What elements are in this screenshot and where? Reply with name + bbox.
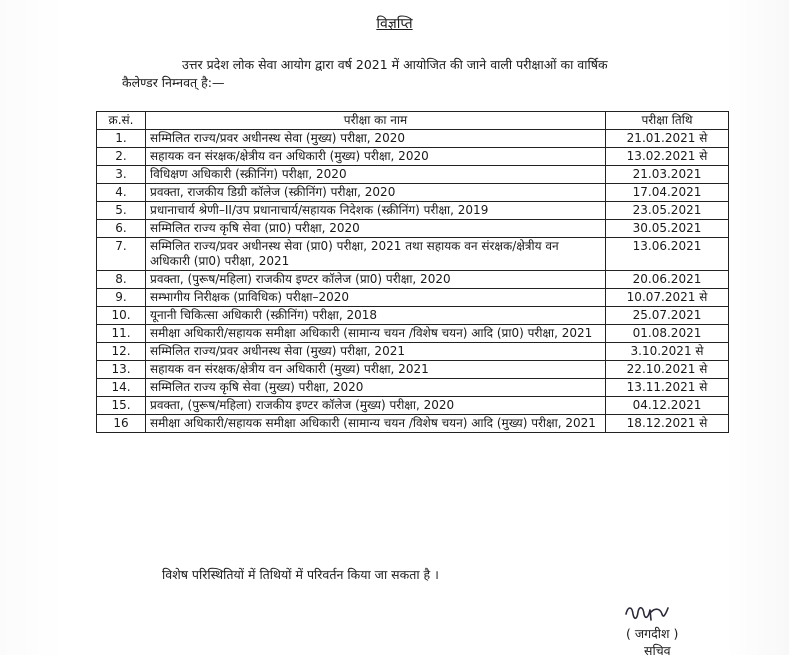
row-exam-date: 13.02.2021 से: [606, 148, 729, 166]
header-exam-date: परीक्षा तिथि: [606, 112, 729, 130]
row-serial: 7.: [97, 238, 146, 271]
row-serial: 12.: [97, 343, 146, 361]
document-title-text: विज्ञप्ति: [376, 16, 413, 32]
row-exam-name: सहायक वन संरक्षक/क्षेत्रीय वन अधिकारी (मुख्य) परीक्षा, 2021: [146, 361, 606, 379]
row-exam-date: 04.12.2021: [606, 397, 729, 415]
intro-line-2: कैलेण्डर निम्नवत् है:—: [122, 75, 225, 90]
row-exam-date: 13.11.2021 से: [606, 379, 729, 397]
table-row: [97, 220, 729, 238]
intro-line-1: उत्तर प्रदेश लोक सेवा आयोग द्वारा वर्ष 2021 में आयोजित की जाने वाली परीक्षाओं का वार्षिक: [182, 57, 608, 72]
row-serial: 9.: [97, 289, 146, 307]
row-serial: 13.: [97, 361, 146, 379]
row-exam-date: 21.01.2021 से: [606, 130, 729, 148]
row-exam-date: 20.06.2021: [606, 271, 729, 289]
intro-paragraph: [122, 56, 712, 92]
table-row: [97, 379, 729, 397]
row-exam-date: 25.07.2021: [606, 307, 729, 325]
row-exam-name: सहायक वन संरक्षक/क्षेत्रीय वन अधिकारी (मुख्य) परीक्षा, 2020: [146, 148, 606, 166]
row-exam-name: प्रधानाचार्य श्रेणी–II/उप प्रधानाचार्य/सहायक निदेशक (स्क्रीनिंग) परीक्षा, 2019: [146, 202, 606, 220]
row-exam-date: 21.03.2021: [606, 166, 729, 184]
table-row: [97, 166, 729, 184]
table-row: [97, 271, 729, 289]
row-exam-date: 30.05.2021: [606, 220, 729, 238]
table-row: [97, 238, 729, 271]
row-serial: 15.: [97, 397, 146, 415]
footnote: विशेष परिस्थितियों में तिथियों में परिवर्तन किया जा सकता है ।: [162, 567, 439, 582]
row-exam-name: समीक्षा अधिकारी/सहायक समीक्षा अधिकारी (सामान्य चयन /विशेष चयन) आदि (मुख्य) परीक्षा, 2021: [146, 415, 606, 433]
row-exam-name: सम्मिलित राज्य/प्रवर अधीनस्थ सेवा (मुख्य) परीक्षा, 2021: [146, 343, 606, 361]
table-row: [97, 307, 729, 325]
row-exam-name: समीक्षा अधिकारी/सहायक समीक्षा अधिकारी (सामान्य चयन /विशेष चयन) आदि (प्रा0) परीक्षा, 2021: [146, 325, 606, 343]
row-serial: 14.: [97, 379, 146, 397]
row-exam-date: 23.05.2021: [606, 202, 729, 220]
row-serial: 4.: [97, 184, 146, 202]
header-serial: क्र.सं.: [97, 112, 146, 130]
table-row: [97, 184, 729, 202]
row-exam-date: 13.06.2021: [606, 238, 729, 271]
row-serial: 16: [97, 415, 146, 433]
row-exam-name: प्रवक्ता, (पुरूष/महिला) राजकीय इण्टर कॉलेज (मुख्य) परीक्षा, 2020: [146, 397, 606, 415]
row-exam-date: 01.08.2021: [606, 325, 729, 343]
document-title: [0, 14, 789, 33]
table-row: [97, 148, 729, 166]
row-exam-date: 22.10.2021 से: [606, 361, 729, 379]
row-serial: 5.: [97, 202, 146, 220]
signatory-designation: सचिव: [644, 643, 671, 658]
table-row: [97, 202, 729, 220]
header-exam-name: परीक्षा का नाम: [146, 112, 606, 130]
row-serial: 6.: [97, 220, 146, 238]
row-serial: 1.: [97, 130, 146, 148]
row-exam-date: 18.12.2021 से: [606, 415, 729, 433]
row-serial: 10.: [97, 307, 146, 325]
row-exam-name: सम्मिलित राज्य/प्रवर अधीनस्थ सेवा (प्रा0) परीक्षा, 2021 तथा सहायक वन संरक्षक/क्षेत्रीय वन अधिकारी (प्रा0) परीक्षा, 2021: [146, 238, 606, 271]
row-exam-name: विधिक्षण अधिकारी (स्क्रीनिंग) परीक्षा, 2020: [146, 166, 606, 184]
table-row: [97, 325, 729, 343]
row-exam-name: सम्मिलित राज्य कृषि सेवा (मुख्य) परीक्षा, 2020: [146, 379, 606, 397]
row-exam-name: सम्भागीय निरीक्षक (प्राविधिक) परीक्षा–2020: [146, 289, 606, 307]
table-row: [97, 397, 729, 415]
row-exam-name: सम्मिलित राज्य/प्रवर अधीनस्थ सेवा (मुख्य) परीक्षा, 2020: [146, 130, 606, 148]
table-body: [97, 130, 729, 433]
row-serial: 2.: [97, 148, 146, 166]
table-row: [97, 130, 729, 148]
table-row: [97, 361, 729, 379]
row-exam-date: 17.04.2021: [606, 184, 729, 202]
row-exam-date: 10.07.2021 से: [606, 289, 729, 307]
row-exam-name: प्रवक्ता, राजकीय डिग्री कॉलेज (स्क्रीनिंग) परीक्षा, 2020: [146, 184, 606, 202]
row-exam-name: सम्मिलित राज्य कृषि सेवा (प्रा0) परीक्षा, 2020: [146, 220, 606, 238]
table-row: [97, 415, 729, 433]
exam-calendar-table: [96, 111, 729, 433]
table-header-row: [97, 112, 729, 130]
row-exam-date: 3.10.2021 से: [606, 343, 729, 361]
row-serial: 11.: [97, 325, 146, 343]
row-exam-name: यूनानी चिकित्सा अधिकारी (स्क्रीनिंग) परीक्षा, 2018: [146, 307, 606, 325]
row-serial: 8.: [97, 271, 146, 289]
signature-mark: [618, 600, 728, 628]
row-serial: 3.: [97, 166, 146, 184]
table-row: [97, 289, 729, 307]
table-row: [97, 343, 729, 361]
signatory-name: ( जगदीश ): [626, 626, 679, 641]
row-exam-name: प्रवक्ता, (पुरूष/महिला) राजकीय इण्टर कॉलेज (प्रा0) परीक्षा, 2020: [146, 271, 606, 289]
